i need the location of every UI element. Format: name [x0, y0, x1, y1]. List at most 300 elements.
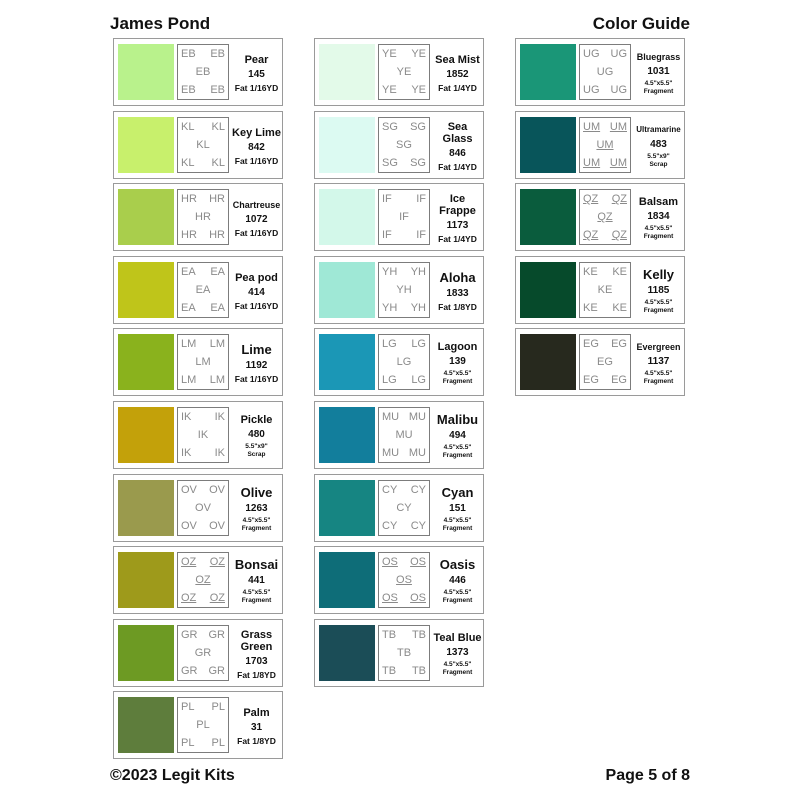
- symbol-code: UM: [583, 121, 601, 133]
- symbol-code: SG: [410, 121, 426, 133]
- symbol-code: OV: [209, 484, 225, 496]
- swatch-card: [515, 328, 685, 396]
- symbol-code-box: [579, 44, 631, 100]
- swatch-info: [432, 42, 483, 104]
- symbol-code-box: [378, 480, 430, 536]
- symbol-code-box: [177, 407, 229, 463]
- symbol-code: GR: [181, 629, 198, 641]
- symbol-code: LG: [382, 338, 397, 350]
- symbol-code: GR: [208, 629, 225, 641]
- symbol-code: IF: [382, 229, 392, 241]
- swatch-card: [314, 256, 484, 324]
- swatch-card: [113, 474, 283, 542]
- symbol-code-box: [177, 697, 229, 753]
- symbol-code: MU: [408, 447, 426, 459]
- symbol-code: UG: [583, 84, 600, 96]
- symbol-code: EA: [181, 302, 196, 314]
- symbol-code: TB: [411, 665, 426, 677]
- color-swatch: [520, 44, 576, 100]
- symbol-code: EG: [583, 338, 599, 350]
- color-number: 441: [248, 575, 265, 586]
- symbol-code: KE: [583, 302, 598, 314]
- symbol-code: EB: [181, 48, 196, 60]
- symbol-code: KL: [211, 157, 225, 169]
- swatch-info: [231, 332, 282, 394]
- symbol-code-box: [177, 262, 229, 318]
- swatch-info: [432, 550, 483, 612]
- color-name: Cyan: [441, 485, 474, 500]
- symbol-code: EA: [210, 302, 225, 314]
- symbol-code: LM: [209, 338, 225, 350]
- symbol-code-box: [177, 44, 229, 100]
- symbol-code: YE: [411, 84, 426, 96]
- fabric-size: 4.5"x5.5": [443, 517, 472, 524]
- symbol-code: LM: [195, 356, 211, 368]
- symbol-code: QZ: [611, 229, 627, 241]
- swatch-card: [314, 183, 484, 251]
- symbol-code: MU: [395, 429, 413, 441]
- color-swatch: [118, 189, 174, 245]
- symbol-code-box: [177, 552, 229, 608]
- symbol-code: YE: [411, 48, 426, 60]
- swatch-info: [432, 187, 483, 249]
- color-number: 480: [248, 428, 265, 440]
- fabric-cut-type: Fragment: [643, 377, 674, 385]
- symbol-code: OS: [396, 574, 412, 586]
- symbol-code: YH: [410, 302, 426, 314]
- fabric-size: 4.5"x5.5": [644, 79, 673, 87]
- swatch-card: [515, 38, 685, 106]
- symbol-code: YH: [396, 284, 412, 296]
- swatch-card: [113, 328, 283, 396]
- fabric-size: Fat 1/4YD: [438, 161, 477, 172]
- symbol-code: PL: [196, 719, 210, 731]
- color-name: Lime: [241, 342, 272, 357]
- color-number: 1703: [245, 655, 268, 667]
- color-swatch: [520, 334, 576, 390]
- color-swatch: [520, 117, 576, 173]
- fabric-cut-type: Fragment: [643, 87, 674, 95]
- fabric-size: 4.5"x5.5": [443, 660, 472, 668]
- color-name: Kelly: [642, 267, 675, 282]
- symbol-code: OZ: [209, 592, 225, 604]
- color-number: 1852: [446, 68, 469, 80]
- fabric-size: Fat 1/16YD: [234, 155, 279, 166]
- color-number: 1263: [245, 503, 268, 514]
- symbol-code: KE: [597, 284, 613, 296]
- symbol-code-box: [378, 552, 430, 608]
- symbol-code: KL: [196, 139, 210, 151]
- symbol-code: UG: [610, 48, 627, 60]
- symbol-code: CY: [410, 520, 426, 532]
- swatch-card: [113, 401, 283, 469]
- fabric-cut-type: Scrap: [649, 160, 668, 168]
- swatch-info: [432, 115, 483, 177]
- color-name: Bluegrass: [636, 51, 681, 62]
- color-name: Malibu: [436, 412, 479, 427]
- symbol-code: QZ: [583, 193, 599, 205]
- color-number: 1834: [647, 210, 670, 222]
- symbol-code: YE: [382, 84, 397, 96]
- symbol-code: EG: [611, 374, 627, 386]
- color-name: Pear: [244, 53, 269, 66]
- symbol-code: OS: [382, 556, 398, 568]
- color-name: Sea Glass: [442, 120, 473, 145]
- fabric-size: Fat 1/8YD: [237, 735, 276, 746]
- fabric-size: 4.5"x5.5": [242, 517, 271, 524]
- fabric-cut-type: Fragment: [442, 452, 473, 459]
- swatch-card: [113, 183, 283, 251]
- symbol-code: YE: [382, 48, 397, 60]
- color-number: 1173: [446, 219, 469, 231]
- swatch-card: [515, 183, 685, 251]
- symbol-code: KE: [612, 266, 627, 278]
- color-number: 1833: [446, 288, 469, 299]
- symbol-code: KL: [181, 121, 195, 133]
- color-swatch: [118, 480, 174, 536]
- symbol-code: UG: [610, 84, 627, 96]
- symbol-code: IF: [416, 229, 426, 241]
- symbol-code: SG: [382, 157, 398, 169]
- color-swatch: [118, 625, 174, 681]
- fabric-size: Fat 1/16YD: [234, 227, 279, 238]
- symbol-code: CY: [396, 502, 412, 514]
- swatch-info: [432, 405, 483, 467]
- symbol-code: IK: [181, 411, 192, 423]
- color-name: Oasis: [439, 557, 476, 572]
- color-name: Evergreen: [636, 341, 681, 352]
- symbol-code: CY: [382, 520, 398, 532]
- symbol-code: LM: [181, 374, 197, 386]
- swatch-card: [515, 256, 685, 324]
- color-number: 483: [650, 138, 667, 150]
- fabric-cut-type: Fragment: [442, 377, 473, 385]
- swatch-card: [113, 546, 283, 614]
- swatch-info: [633, 260, 684, 322]
- color-number: 1137: [647, 355, 670, 367]
- page-title: Color Guide: [592, 14, 690, 33]
- color-swatch: [520, 262, 576, 318]
- color-number: 145: [248, 68, 265, 80]
- symbol-code: EG: [597, 356, 613, 368]
- symbol-code: CY: [382, 484, 398, 496]
- color-swatch: [118, 407, 174, 463]
- color-number: 414: [248, 286, 265, 298]
- fabric-size: 4.5"x5.5": [644, 369, 673, 377]
- swatch-card: [113, 619, 283, 687]
- swatch-card: [113, 111, 283, 179]
- symbol-code: GR: [181, 665, 198, 677]
- symbol-code: TB: [382, 629, 397, 641]
- symbol-code: CY: [410, 484, 426, 496]
- fabric-size: 4.5"x5.5": [644, 299, 673, 306]
- fabric-cut-type: Fragment: [442, 668, 473, 676]
- symbol-code: KE: [583, 266, 598, 278]
- swatch-card: [113, 256, 283, 324]
- fabric-cut-type: Fragment: [241, 525, 272, 532]
- symbol-code: OS: [382, 592, 398, 604]
- symbol-code: TB: [382, 665, 397, 677]
- swatch-info: [432, 332, 483, 394]
- swatch-info: [633, 187, 684, 249]
- swatch-card: [314, 401, 484, 469]
- symbol-code: IF: [416, 193, 426, 205]
- color-number: 446: [449, 575, 466, 586]
- fabric-size: 4.5"x5.5": [443, 589, 472, 596]
- swatch-info: [633, 332, 684, 394]
- swatch-card: [314, 328, 484, 396]
- color-swatch: [118, 262, 174, 318]
- symbol-code: UG: [596, 66, 614, 78]
- color-name: Grass Green: [240, 628, 273, 653]
- symbol-code: QZ: [597, 211, 613, 223]
- symbol-code: QZ: [611, 193, 627, 205]
- symbol-code: UM: [609, 157, 627, 169]
- symbol-code: HR: [209, 229, 225, 241]
- symbol-code: PL: [211, 701, 225, 713]
- symbol-code: OZ: [209, 556, 225, 568]
- symbol-code: OS: [410, 556, 426, 568]
- symbol-code: OV: [181, 484, 197, 496]
- symbol-code: YH: [382, 302, 398, 314]
- color-swatch: [520, 189, 576, 245]
- fabric-size: Fat 1/8YD: [438, 302, 477, 312]
- swatch-card: [314, 474, 484, 542]
- color-swatch: [319, 334, 375, 390]
- swatch-info: [231, 260, 282, 322]
- color-swatch: [118, 697, 174, 753]
- swatch-card: [314, 546, 484, 614]
- symbol-code: MU: [382, 447, 400, 459]
- symbol-code: PL: [181, 737, 195, 749]
- color-swatch: [319, 407, 375, 463]
- symbol-code: LG: [396, 356, 412, 368]
- symbol-code: LM: [181, 338, 197, 350]
- fabric-size: 4.5"x5.5": [443, 444, 472, 451]
- symbol-code-box: [378, 189, 430, 245]
- symbol-code: LM: [209, 374, 225, 386]
- fabric-size: 4.5"x5.5": [443, 369, 472, 377]
- symbol-code: IF: [382, 193, 392, 205]
- fabric-size: Fat 1/16YD: [234, 82, 279, 93]
- kit-title: James Pond: [110, 14, 211, 33]
- symbol-code: YH: [382, 266, 398, 278]
- symbol-code: OZ: [195, 574, 211, 586]
- symbol-code: PL: [211, 737, 225, 749]
- symbol-code: EA: [181, 266, 196, 278]
- swatch-card: [314, 38, 484, 106]
- swatch-info: [231, 187, 282, 249]
- color-name: Aloha: [439, 270, 476, 285]
- symbol-code-box: [378, 44, 430, 100]
- swatch-card: [515, 111, 685, 179]
- symbol-code-box: [378, 117, 430, 173]
- swatch-info: [231, 695, 282, 757]
- symbol-code: OV: [195, 502, 211, 514]
- fabric-size: 5.5"x9": [245, 442, 268, 450]
- color-number: 31: [250, 721, 263, 733]
- fabric-size: 5.5"x9": [647, 152, 670, 160]
- color-name: Bonsai: [234, 557, 279, 572]
- fabric-size: Fat 1/4YD: [438, 233, 477, 244]
- fabric-size: Fat 1/4YD: [438, 82, 477, 93]
- color-number: 846: [449, 147, 466, 159]
- symbol-code: EB: [181, 84, 196, 96]
- fabric-cut-type: Scrap: [247, 450, 266, 458]
- swatch-info: [231, 42, 282, 104]
- swatch-info: [432, 623, 483, 685]
- symbol-code-box: [579, 117, 631, 173]
- swatch-info: [231, 115, 282, 177]
- symbol-code: GR: [208, 665, 225, 677]
- symbol-code-box: [579, 189, 631, 245]
- swatch-info: [432, 260, 483, 322]
- color-swatch: [118, 334, 174, 390]
- symbol-code-box: [378, 262, 430, 318]
- symbol-code: PL: [181, 701, 195, 713]
- symbol-code: EB: [210, 48, 225, 60]
- symbol-code: LG: [411, 374, 426, 386]
- color-number: 139: [449, 355, 466, 367]
- symbol-code: GR: [194, 647, 212, 659]
- color-swatch: [319, 552, 375, 608]
- symbol-code-box: [579, 262, 631, 318]
- symbol-code: UM: [596, 139, 614, 151]
- swatch-info: [432, 478, 483, 540]
- symbol-code: OZ: [181, 556, 197, 568]
- symbol-code: IK: [214, 411, 225, 423]
- symbol-code-box: [378, 625, 430, 681]
- color-swatch: [118, 44, 174, 100]
- color-name: Sea Mist: [435, 53, 480, 66]
- fabric-cut-type: Fragment: [442, 597, 473, 604]
- copyright: ©2023 Legit Kits: [110, 767, 235, 784]
- symbol-code-box: [177, 334, 229, 390]
- symbol-code: OZ: [181, 592, 197, 604]
- color-number: 842: [248, 141, 265, 153]
- symbol-code: TB: [396, 647, 412, 659]
- fabric-size: Fat 1/16YD: [234, 300, 279, 311]
- symbol-code: EG: [611, 338, 627, 350]
- color-number: 151: [449, 503, 466, 514]
- symbol-code: KL: [181, 157, 195, 169]
- symbol-code: YH: [410, 266, 426, 278]
- symbol-code: KL: [211, 121, 225, 133]
- color-swatch: [319, 625, 375, 681]
- symbol-code-box: [177, 189, 229, 245]
- symbol-code: EB: [210, 84, 225, 96]
- color-number: 1031: [647, 65, 670, 77]
- symbol-code: YE: [396, 66, 412, 78]
- symbol-code: UM: [583, 157, 601, 169]
- swatch-info: [231, 478, 282, 540]
- fabric-size: 4.5"x5.5": [644, 224, 673, 232]
- color-number: 1192: [245, 360, 268, 371]
- fabric-cut-type: Fragment: [241, 597, 272, 604]
- symbol-code: OS: [410, 592, 426, 604]
- symbol-code: MU: [408, 411, 426, 423]
- color-swatch: [319, 117, 375, 173]
- swatch-card: [314, 111, 484, 179]
- swatch-card: [113, 38, 283, 106]
- color-swatch: [319, 262, 375, 318]
- symbol-code: HR: [181, 229, 197, 241]
- symbol-code: EG: [583, 374, 599, 386]
- symbol-code-box: [177, 480, 229, 536]
- symbol-code: EA: [195, 284, 211, 296]
- symbol-code: IK: [197, 429, 209, 441]
- symbol-code: SG: [382, 121, 398, 133]
- swatch-card: [113, 691, 283, 759]
- color-number: 1185: [647, 285, 670, 296]
- color-swatch: [118, 117, 174, 173]
- symbol-code: OV: [181, 520, 197, 532]
- swatch-info: [633, 42, 684, 104]
- symbol-code: HR: [195, 211, 211, 223]
- color-name: Palm: [243, 706, 270, 719]
- color-name: Olive: [240, 485, 273, 500]
- color-name: Ice Frappe: [439, 192, 476, 217]
- fabric-cut-type: Fragment: [643, 307, 674, 314]
- symbol-code: EB: [195, 66, 211, 78]
- symbol-code: UM: [609, 121, 627, 133]
- color-swatch: [118, 552, 174, 608]
- color-number: 494: [449, 430, 466, 441]
- fabric-cut-type: Fragment: [442, 525, 473, 532]
- symbol-code: LG: [382, 374, 397, 386]
- color-name: Pea pod: [235, 271, 278, 284]
- color-name: Ultramarine: [636, 124, 681, 134]
- symbol-code: IK: [214, 447, 225, 459]
- color-swatch: [319, 44, 375, 100]
- symbol-code: OV: [209, 520, 225, 532]
- fabric-size: Fat 1/16YD: [234, 374, 279, 384]
- color-swatch: [319, 480, 375, 536]
- symbol-code: KE: [612, 302, 627, 314]
- color-name: Teal Blue: [433, 631, 482, 644]
- symbol-code: MU: [382, 411, 400, 423]
- swatch-info: [231, 550, 282, 612]
- symbol-code: LG: [411, 338, 426, 350]
- symbol-code: QZ: [583, 229, 599, 241]
- symbol-code: SG: [396, 139, 412, 151]
- symbol-code: UG: [583, 48, 600, 60]
- swatch-info: [231, 405, 282, 467]
- color-number: 1072: [245, 213, 268, 225]
- symbol-code: HR: [209, 193, 225, 205]
- fabric-size: Fat 1/8YD: [237, 669, 276, 680]
- symbol-code-box: [177, 625, 229, 681]
- page-number: Page 5 of 8: [605, 767, 690, 784]
- symbol-code-box: [177, 117, 229, 173]
- symbol-code-box: [378, 407, 430, 463]
- symbol-code-box: [579, 334, 631, 390]
- fabric-size: 4.5"x5.5": [242, 589, 271, 596]
- symbol-code: IK: [181, 447, 192, 459]
- color-name: Key Lime: [232, 126, 281, 139]
- color-name: Lagoon: [437, 340, 478, 353]
- swatch-info: [231, 623, 282, 685]
- symbol-code: EA: [210, 266, 225, 278]
- symbol-code: IF: [399, 211, 409, 223]
- symbol-code-box: [378, 334, 430, 390]
- color-number: 1373: [446, 646, 469, 658]
- symbol-code: HR: [181, 193, 197, 205]
- color-name: Chartreuse: [232, 199, 281, 210]
- fabric-cut-type: Fragment: [643, 232, 674, 240]
- color-swatch: [319, 189, 375, 245]
- color-name: Pickle: [240, 413, 273, 426]
